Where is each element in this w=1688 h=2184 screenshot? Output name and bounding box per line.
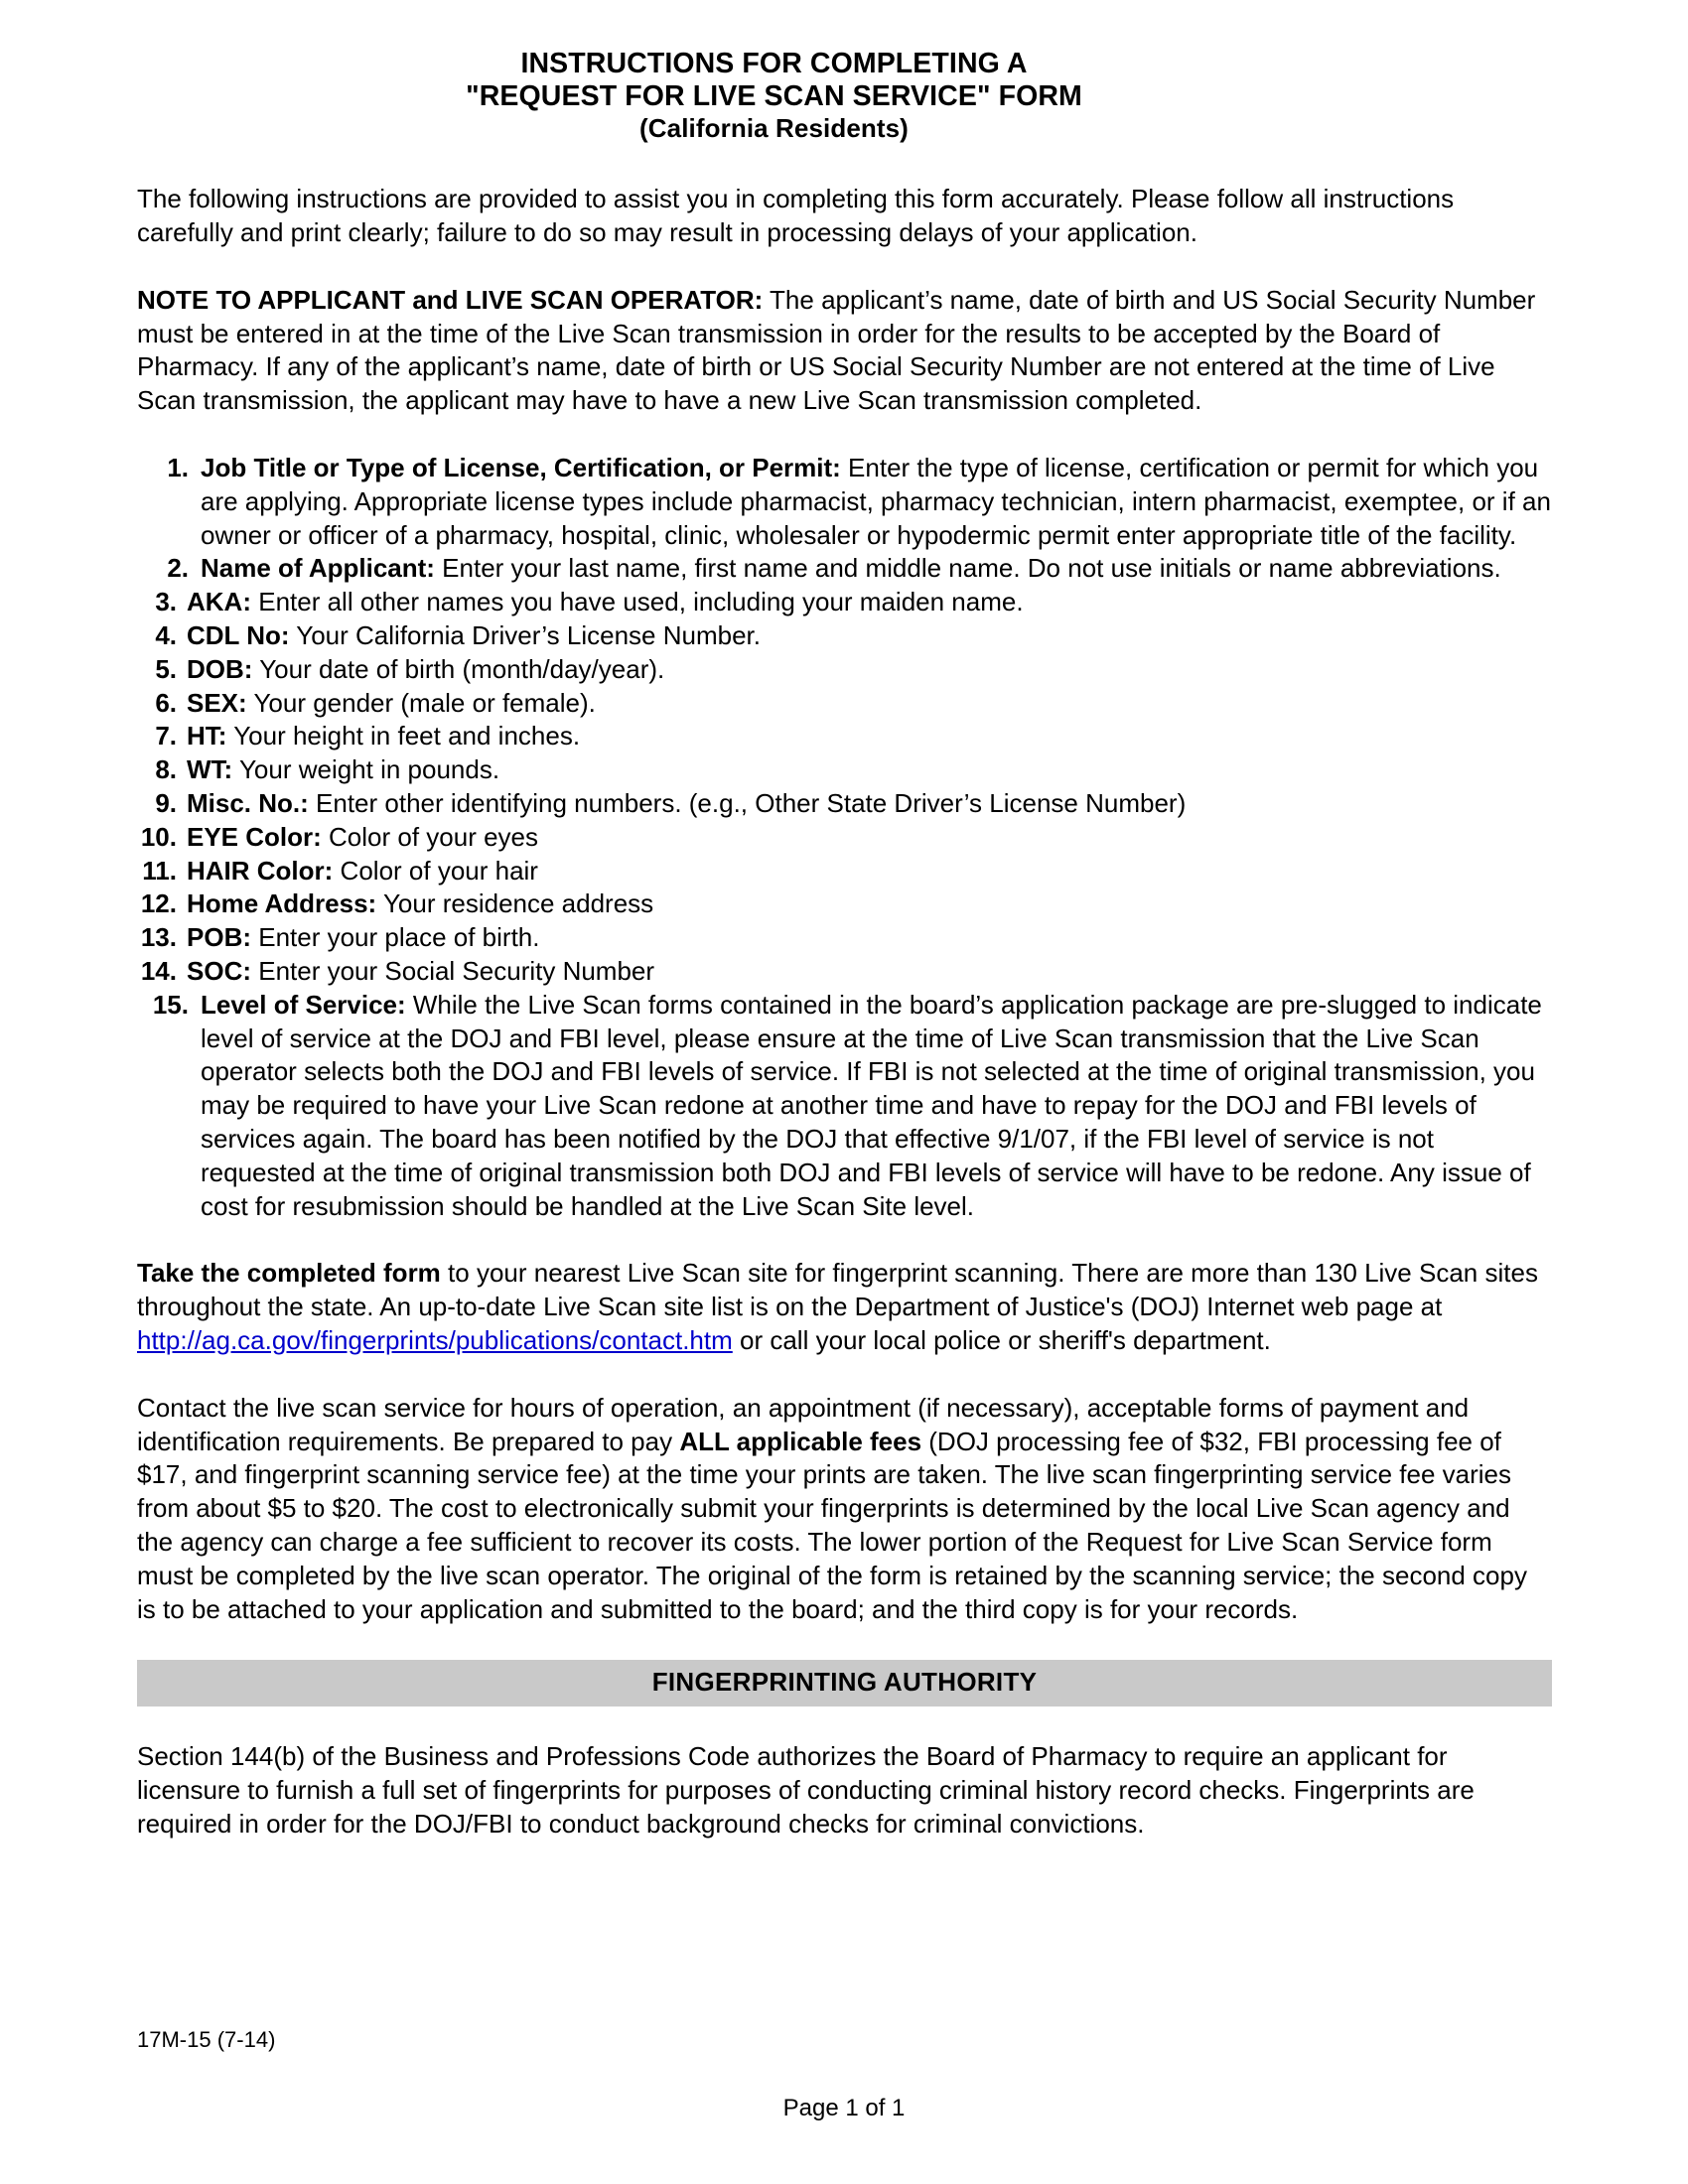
- item-label: HAIR Color:: [187, 855, 334, 886]
- item-text: Your California Driver’s License Number.: [289, 620, 762, 651]
- item-number: 8.: [155, 754, 177, 785]
- item-number: 15.: [152, 989, 189, 1020]
- item-number: 11.: [142, 855, 177, 886]
- item-number: 3.: [155, 587, 177, 617]
- instruction-list: [137, 452, 1552, 1223]
- contact-fees-emphasis: ALL applicable fees: [679, 1426, 922, 1456]
- page-number: Page 1 of 1: [782, 2095, 906, 2121]
- spacer: [137, 1358, 1552, 1392]
- contact-part-2: (DOJ processing fee of $32, FBI processing fee of $17, and fingerprint scanning service fee) at the time your prints are taken. The live scan fingerprinting service fee varies from about $5 to $20. The cost to electronically submit your fingerprints is determined by the local Live Scan agency and the agency can charge a fee sufficient to recover its costs. The lower portion of the Request for Live Scan Service form must be completed by the live scan operator. The original of the form is retained by the scanning service; the second copy is to be attached to your application and submitted to the board; and the third copy is for your records.: [137, 1426, 1527, 1624]
- item-number: 2.: [167, 553, 189, 584]
- item-text: Your residence address: [376, 888, 654, 919]
- list-item: [137, 720, 1552, 753]
- take-form-text-after: or call your local police or sheriff's department.: [732, 1324, 1271, 1355]
- note-text: The applicant’s name, date of birth and US Social Security Number must be entered in at the time of the Live Scan transmission in order for the results to be accepted by the Board of Pharmacy. If any of the applicant’s name, date of birth or US Social Security Number are not entered at the time of Live Scan transmission, the applicant may have to have a new Live Scan transmission completed.: [137, 284, 1536, 416]
- item-text: Your date of birth (month/day/year).: [252, 653, 665, 684]
- list-item: [137, 955, 1552, 989]
- list-item: [137, 552, 1552, 586]
- document-content: [137, 48, 1552, 1842]
- item-text: Enter your Social Security Number: [251, 955, 655, 986]
- item-label: Name of Applicant:: [201, 553, 435, 584]
- page-title: [131, 48, 1417, 143]
- intro-paragraph: The following instructions are provided to assist you in completing this form accurately. Please follow all instructions carefully and print clearly; failure to do so may result in processing delays of your application.: [137, 184, 1455, 248]
- list-item: [137, 855, 1552, 888]
- contact-paragraph: [137, 1392, 1552, 1627]
- item-number: 13.: [140, 922, 177, 953]
- title-line-1: INSTRUCTIONS FOR COMPLETING A: [520, 48, 1028, 79]
- take-form-text-before: to your nearest Live Scan site for fingerprint scanning. There are more than 130 Live Scan sites throughout the state. An up-to-date Live Scan site list is on the Department of Justice's (DOJ) Internet web page at: [137, 1258, 1538, 1322]
- item-number: 14.: [140, 955, 177, 986]
- note-paragraph: [137, 284, 1552, 418]
- contact-part-1: Contact the live scan service for hours of operation, an appointment (if necessary), acceptable forms of payment and identification requirements. Be prepared to pay: [137, 1392, 1470, 1456]
- list-item: [137, 452, 1552, 552]
- item-text: Enter the type of license, certification or permit for which you are applying. Appropriate license types include pharmacist, pharmacy technician, intern pharmacist, exemptee, or if an owner or officer of a pharmacy, hospital, clinic, wholesaler or hypodermic permit enter appropriate title of the facility.: [201, 453, 1551, 550]
- list-item: [137, 586, 1552, 619]
- spacer: [137, 1626, 1552, 1660]
- note-label: NOTE TO APPLICANT and LIVE SCAN OPERATOR:: [137, 284, 764, 315]
- item-label: WT:: [187, 754, 233, 785]
- item-label: SEX:: [187, 687, 247, 718]
- item-label: Home Address:: [187, 888, 377, 919]
- list-item: [137, 821, 1552, 855]
- spacer: [137, 1706, 1552, 1740]
- item-label: DOB:: [187, 653, 253, 684]
- list-item: [137, 989, 1552, 1224]
- item-text: While the Live Scan forms contained in the board’s application package are pre-slugged to indicate level of service at the DOJ and FBI level, please ensure at the time of Live Scan transmission that the Live Scan operator selects both the DOJ and FBI levels of service. If FBI is not selected at the time of original transmission, you may be required to have your Live Scan redone at another time and have to repay for the DOJ and FBI levels of services again. The board has been notified by the DOJ that effective 9/1/07, if the FBI level of service is not requested at the time of original transmission both DOJ and FBI levels of service will have to be redone. Any issue of cost for resubmission should be handled at the Live Scan Site level.: [201, 989, 1542, 1221]
- list-item: [137, 687, 1552, 721]
- list-item: [137, 619, 1552, 653]
- item-label: Level of Service:: [201, 989, 406, 1020]
- title-line-2: "REQUEST FOR LIVE SCAN SERVICE" FORM: [466, 80, 1082, 113]
- item-text: Color of your eyes: [321, 821, 539, 852]
- item-label: HT:: [187, 721, 227, 751]
- item-text: Color of your hair: [333, 855, 538, 886]
- fingerprinting-authority-heading: FINGERPRINTING AUTHORITY: [137, 1660, 1552, 1706]
- doj-site-list-link[interactable]: http://ag.ca.gov/fingerprints/publications/contact.htm: [137, 1324, 733, 1355]
- list-item: [137, 887, 1552, 921]
- item-label: Misc. No.:: [187, 788, 309, 818]
- item-label: CDL No:: [187, 620, 290, 651]
- item-text: Enter other identifying numbers. (e.g., Other State Driver’s License Number): [308, 788, 1187, 818]
- item-text: Your weight in pounds.: [232, 754, 500, 785]
- list-item: [137, 653, 1552, 687]
- spacer: [137, 418, 1552, 452]
- spacer: [137, 250, 1552, 284]
- take-form-paragraph: [137, 1257, 1552, 1357]
- authority-paragraph: Section 144(b) of the Business and Professions Code authorizes the Board of Pharmacy to require an applicant for licensure to furnish a full set of fingerprints for purposes of conducting criminal history record checks. Fingerprints are required in order for the DOJ/FBI to conduct background checks for criminal convictions.: [137, 1741, 1475, 1839]
- item-text: Your gender (male or female).: [246, 687, 596, 718]
- item-number: 5.: [155, 653, 177, 684]
- item-number: 9.: [155, 788, 177, 818]
- item-number: 12.: [140, 888, 177, 919]
- item-number: 7.: [155, 721, 177, 751]
- item-text: Your height in feet and inches.: [226, 721, 581, 751]
- item-number: 6.: [155, 687, 177, 718]
- list-item: [137, 787, 1552, 821]
- item-text: Enter all other names you have used, including your maiden name.: [251, 587, 1024, 617]
- spacer: [137, 1223, 1552, 1257]
- list-item: [137, 753, 1552, 787]
- item-number: 1.: [167, 453, 189, 483]
- item-label: AKA:: [187, 587, 251, 617]
- title-subtitle: (California Residents): [639, 113, 909, 144]
- list-item: [137, 921, 1552, 955]
- item-number: 4.: [155, 620, 177, 651]
- form-code: 17M-15 (7-14): [137, 2027, 276, 2052]
- item-label: POB:: [187, 922, 251, 953]
- item-label: SOC:: [187, 955, 251, 986]
- item-number: 10.: [140, 821, 177, 852]
- take-form-lead: Take the completed form: [137, 1258, 441, 1289]
- spacer: [137, 143, 1552, 183]
- item-text: Enter your place of birth.: [251, 922, 540, 953]
- item-label: EYE Color:: [187, 821, 322, 852]
- item-label: Job Title or Type of License, Certification, or Permit:: [201, 453, 841, 483]
- item-text: Enter your last name, first name and middle name. Do not use initials or name abbreviations.: [434, 553, 1501, 584]
